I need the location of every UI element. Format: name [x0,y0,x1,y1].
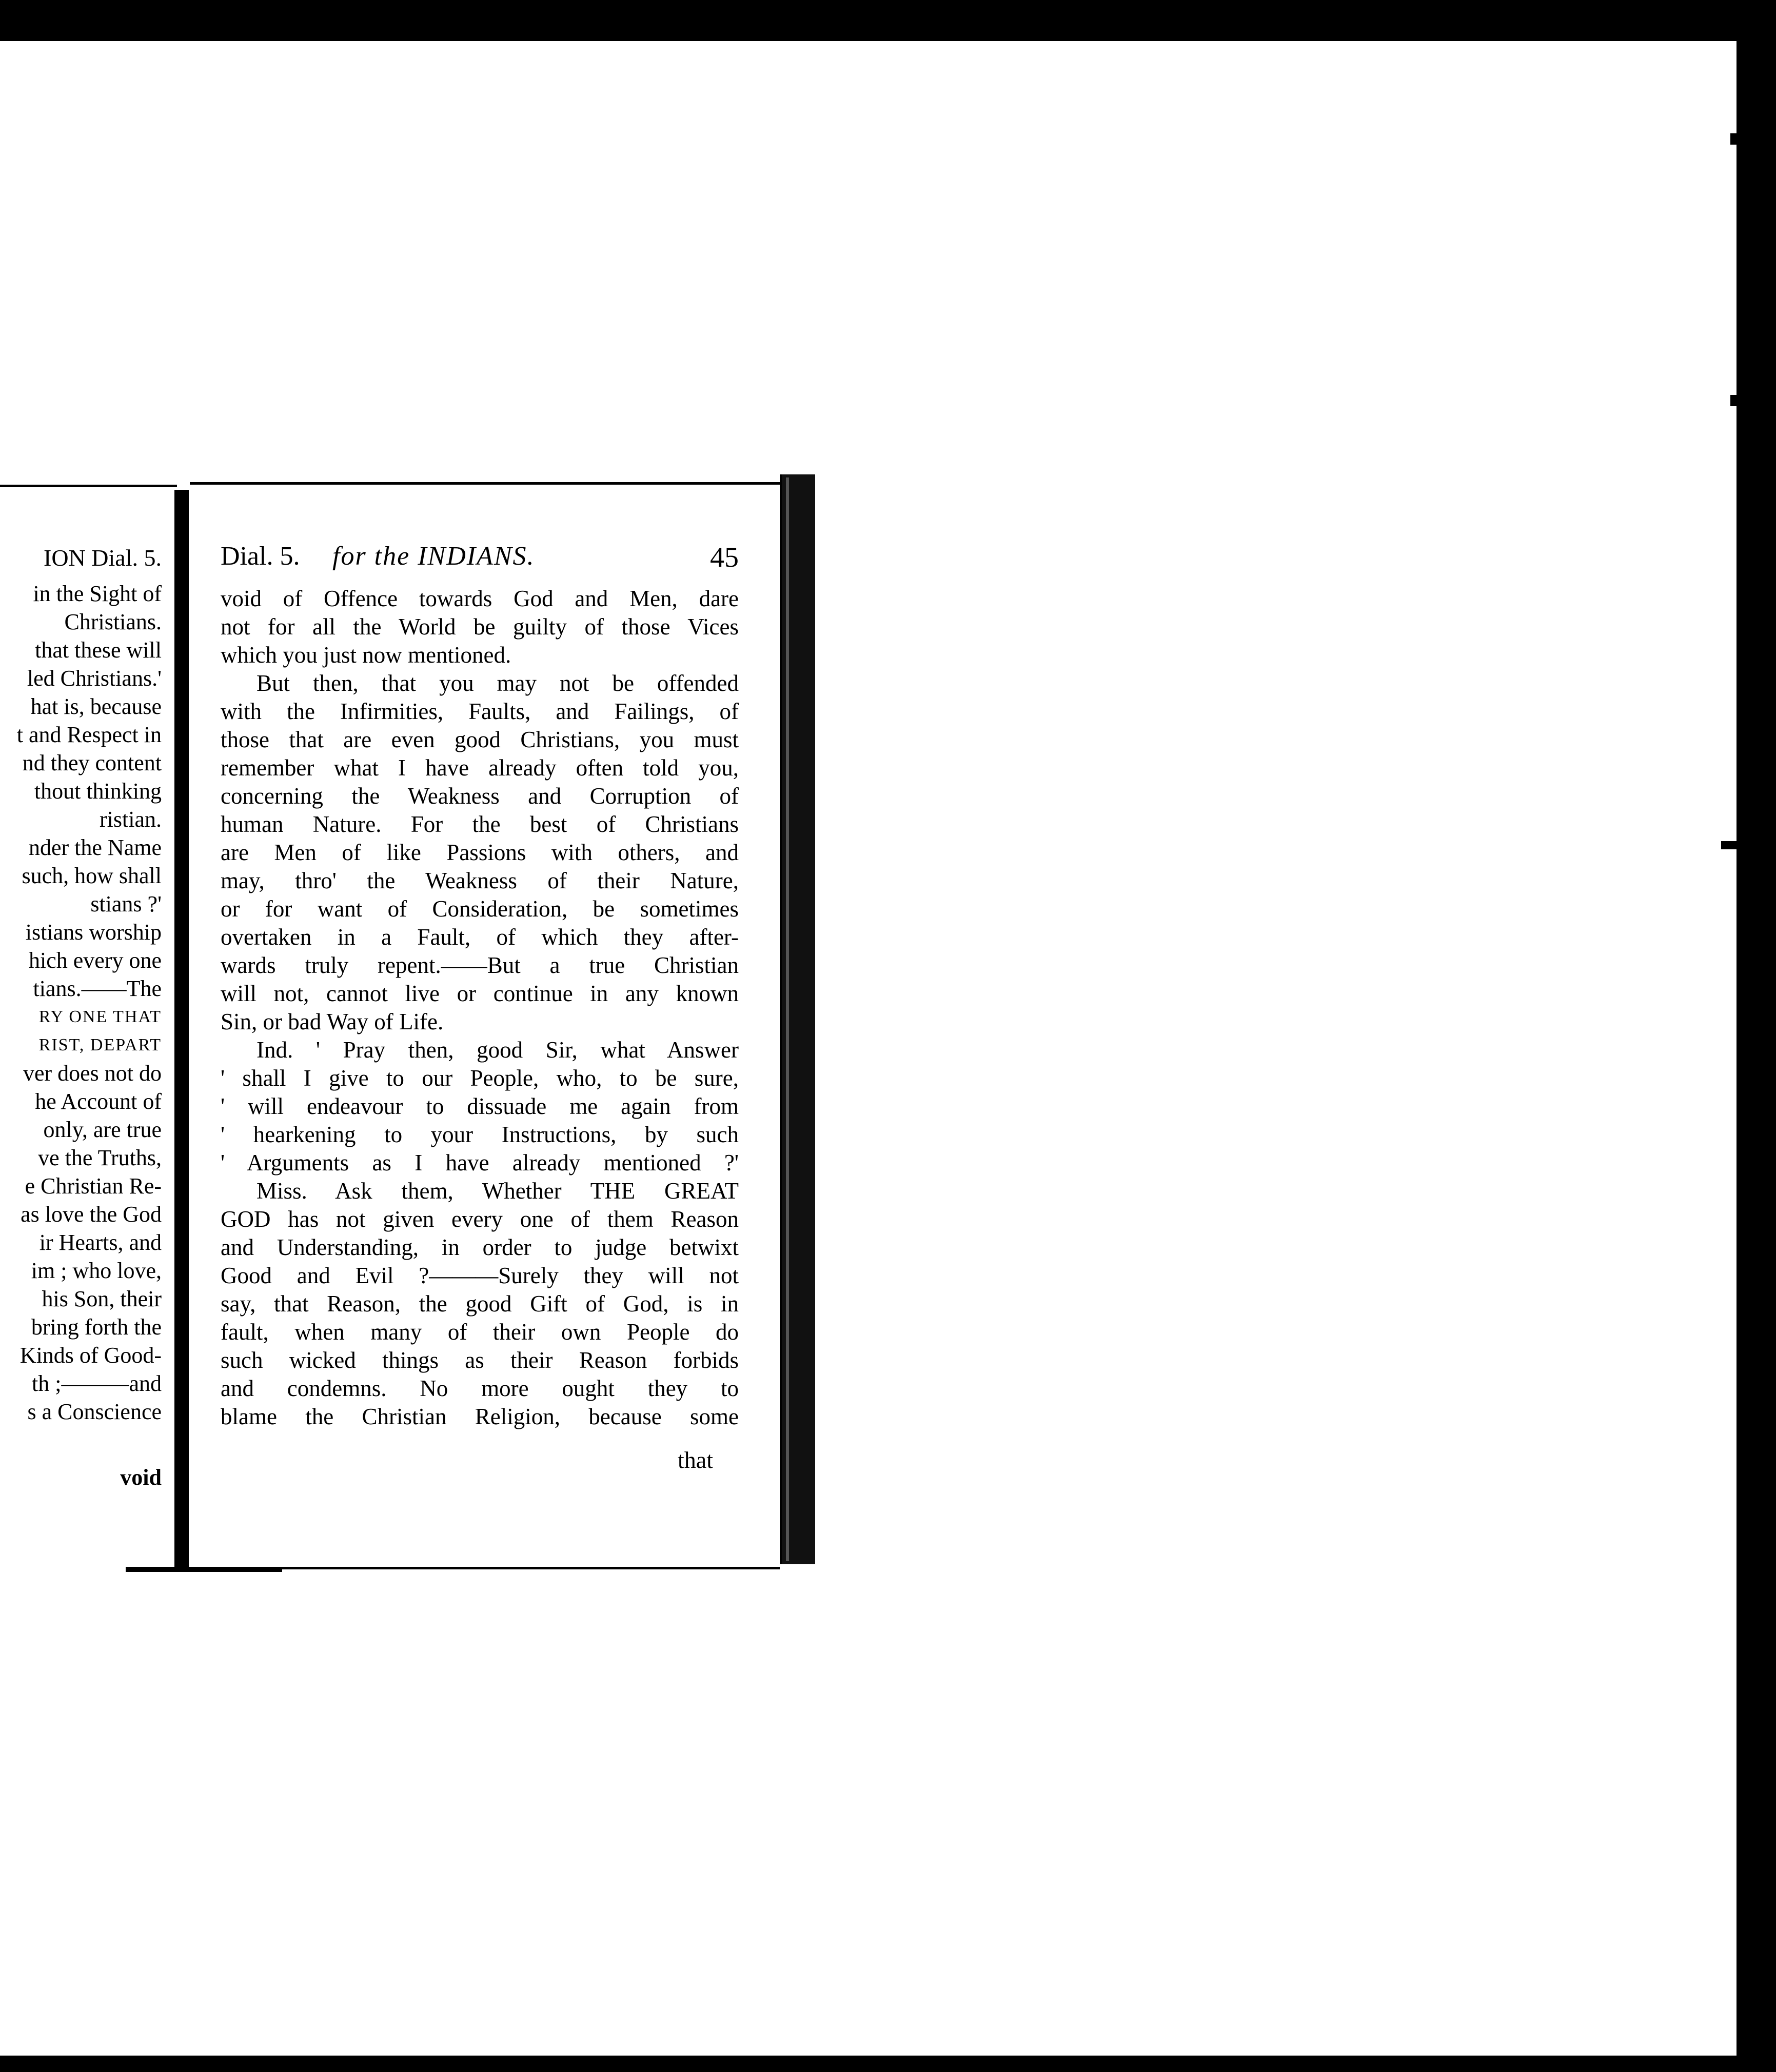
left-line: he Account of [35,1089,162,1114]
text-line: Miss. Ask them, Whether THE GREAT [256,1178,739,1204]
left-line: hich every one [29,948,162,973]
left-line: tians.——The [33,976,162,1001]
text-line: human Nature. For the best of Christians [221,811,739,837]
left-line: that these will [35,637,162,663]
left-page-text [0,544,162,1426]
dialogue-number: Dial. 5. [221,542,300,571]
left-line: thout thinking [34,779,162,804]
scan-speck [1730,133,1736,145]
text-line: or for want of Consideration, be sometimes [221,896,739,922]
text-line: Sin, or bad Way of Life. [221,1009,444,1034]
open-book [0,474,816,1569]
text-line: and Understanding, in order to judge betwixt [221,1234,739,1260]
text-line: say, that Reason, the good Gift of God, is in [221,1291,739,1317]
left-line: ristian. [100,807,162,832]
text-line: Ind. ' Pray then, good Sir, what Answer [256,1037,739,1063]
right-catchword: that [678,1447,713,1473]
left-line: e Christian Re- [25,1173,162,1199]
scan-sheet [0,41,1736,2056]
left-line: bring forth the [31,1314,162,1340]
text-line: But then, that you may not be offended [256,670,739,696]
left-running-head: ION Dial. 5. [44,545,162,571]
left-line: nder the Name [29,835,162,860]
text-line: overtaken in a Fault, of which they after- [221,924,739,950]
left-line: t and Respect in [16,722,162,747]
left-line: ir Hearts, and [39,1230,162,1255]
left-line: hat is, because [30,694,162,719]
left-line: such, how shall [22,863,162,888]
left-line: ve the Truths, [38,1145,162,1170]
left-line: s a Conscience [27,1399,162,1424]
text-line: are Men of like Passions with others, and [221,840,739,865]
running-title: for the INDIANS. [332,542,535,571]
text-line: will not, cannot live or continue in any known [221,981,739,1006]
page-block-edge [780,474,815,1564]
left-line: RY ONE THAT [38,1007,162,1026]
text-line: remember what I have already often told you, [221,755,739,781]
right-page [190,482,780,1569]
text-line: those that are even good Christians, you must [221,727,739,752]
left-line: as love the God [21,1202,162,1227]
left-line: stians ?' [90,891,162,917]
left-line: ver does not do [23,1061,162,1086]
text-line: such wicked things as their Reason forbids [221,1347,739,1373]
text-line: blame the Christian Religion, because some [221,1404,739,1429]
left-line: nd they content [22,750,162,775]
text-line: concerning the Weakness and Corruption of [221,783,739,809]
left-line: im ; who love, [31,1258,162,1283]
left-page [0,485,177,1564]
left-line: Kinds of Good- [19,1343,162,1368]
text-line: void of Offence towards God and Men, dare [221,586,739,611]
text-line: with the Infirmities, Faults, and Failings, of [221,699,739,724]
left-catchword: void [120,1465,162,1490]
text-line: ' Arguments as I have already mentioned ?' [221,1150,739,1176]
page-number: 45 [710,542,739,573]
text-line: which you just now mentioned. [221,642,511,668]
left-line: Christians. [64,609,162,634]
scan-speck [1721,841,1736,849]
text-line: may, thro' the Weakness of their Nature, [221,868,739,893]
left-line: in the Sight of [33,581,162,606]
book-gutter [174,490,189,1572]
text-line: fault, when many of their own People do [221,1319,739,1345]
text-line: wards truly repent.——But a true Christian [221,952,739,978]
text-line: ' shall I give to our People, who, to be sure, [221,1065,739,1091]
text-line: ' will endeavour to dissuade me again from [221,1093,739,1119]
text-line: ' hearkening to your Instructions, by such [221,1122,739,1147]
left-line: th ;———and [32,1371,162,1396]
text-line: Good and Evil ?———Surely they will not [221,1263,739,1288]
scan-speck [1730,395,1736,406]
right-page-text [221,585,739,1431]
left-line: led Christians.' [27,666,162,691]
text-line: and condemns. No more ought they to [221,1376,739,1401]
left-line: RIST, DEPART [38,1035,162,1054]
left-line: his Son, their [42,1286,162,1311]
text-line: not for all the World be guilty of those Vices [221,614,739,640]
text-line: GOD has not given every one of them Reason [221,1206,739,1232]
left-line: istians worship [25,920,162,945]
left-line: only, are true [43,1117,162,1142]
